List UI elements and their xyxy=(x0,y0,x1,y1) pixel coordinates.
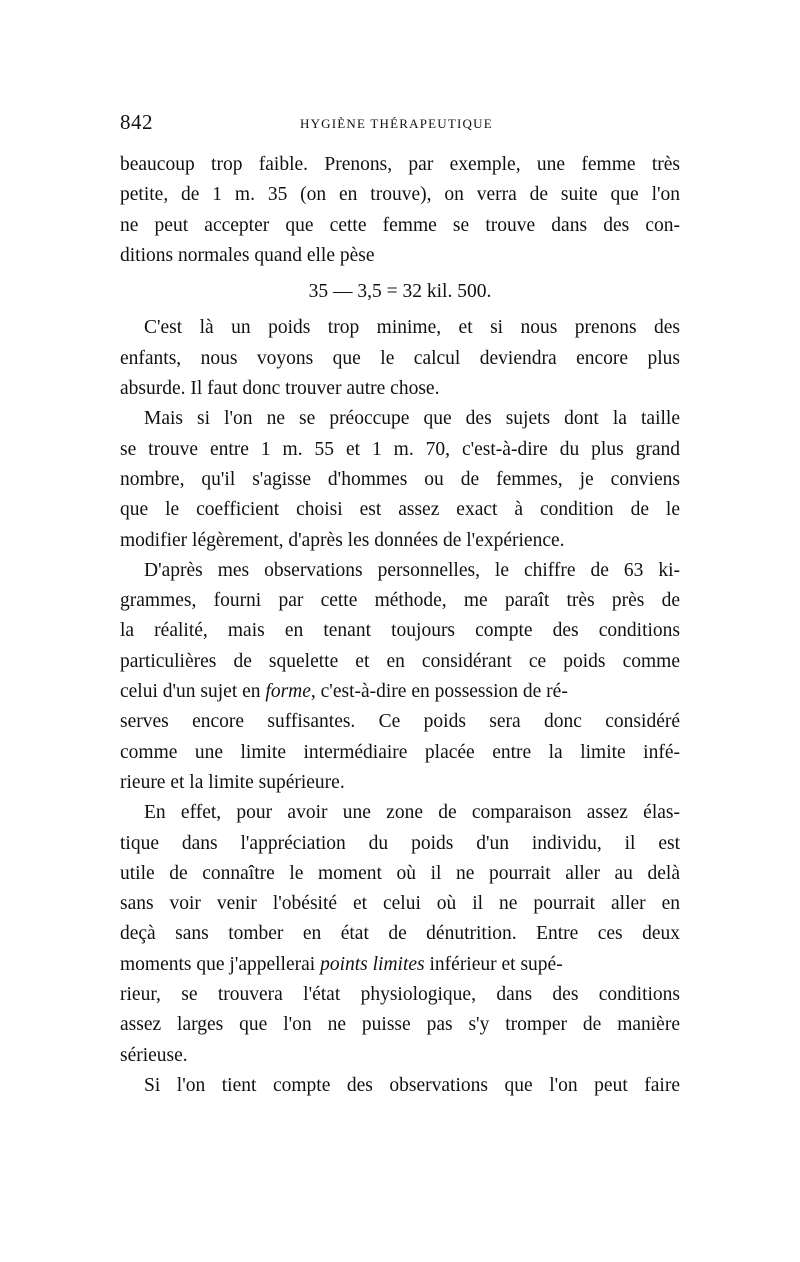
text-line: sans voir venir l'obésité et celui où il ne pourrait aller en xyxy=(120,893,680,915)
text-line: beaucoup trop faible. Prenons, par exemple, une femme très xyxy=(120,154,680,175)
text-line: se trouve entre 1 m. 55 et 1 m. 70, c'est-à-dire du plus grand xyxy=(120,438,680,460)
text-line: enfants, nous voyons que le calcul deviendra encore plus xyxy=(120,347,680,369)
text-line: particulières de squelette et en considérant ce poids comme xyxy=(120,650,680,672)
text-line: modifier légèrement, d'après les données de l'expérience. xyxy=(120,529,565,551)
running-title: HYGIÈNE THÉRAPEUTIQUE xyxy=(300,116,493,131)
text-line: assez larges que l'on ne puisse pas s'y tromper de manière xyxy=(120,1014,680,1036)
text-segment: moments que j'appellerai xyxy=(120,953,316,975)
text-line: C'est là un poids trop minime, et si nous prenons des xyxy=(144,317,680,339)
italic-term: points limites xyxy=(320,953,425,975)
page-header xyxy=(120,110,680,140)
text-line: nombre, qu'il s'agisse d'hommes ou de femmes, je conviens xyxy=(120,468,680,490)
text-line: Si l'on tient compte des observations que l'on peut faire xyxy=(144,1074,680,1096)
text-line: Mais si l'on ne se préoccupe que des sujets dont la taille xyxy=(144,408,680,430)
text-line: petite, de 1 m. 35 (on en trouve), on verra de suite que l'on xyxy=(120,184,680,206)
text-line: rieur, se trouvera l'état physiologique, dans des conditions xyxy=(120,984,680,1006)
text-line: serves encore suffisantes. Ce poids sera donc considéré xyxy=(120,711,680,733)
page-number: 842 xyxy=(120,110,153,134)
text-line: ne peut accepter que cette femme se trouve dans des con- xyxy=(120,214,680,236)
text-line: comme une limite intermédiaire placée entre la limite infé- xyxy=(120,741,680,763)
text-line: tique dans l'appréciation du poids d'un individu, il est xyxy=(120,832,680,854)
text-line: rieure et la limite supérieure. xyxy=(120,771,345,793)
text-line: grammes, fourni par cette méthode, me paraît très près de xyxy=(120,590,680,612)
text-segment: celui d'un sujet en xyxy=(120,681,261,703)
text-segment: , c'est-à-dire en possession de ré- xyxy=(310,681,568,703)
text-segment: inférieur et supé- xyxy=(429,953,563,975)
text-line: ditions normales quand elle pèse xyxy=(120,244,375,266)
text-line: que le coefficient choisi est assez exact à condition de le xyxy=(120,499,680,521)
text-line: la réalité, mais en tenant toujours compte des conditions xyxy=(120,620,680,642)
text-line xyxy=(120,950,680,980)
text-line: En effet, pour avoir une zone de comparaison assez élas- xyxy=(144,802,680,824)
formula: 35 — 3,5 = 32 kil. 500. xyxy=(308,281,492,303)
italic-term: forme xyxy=(265,681,311,703)
text-line: utile de connaître le moment où il ne pourrait aller au delà xyxy=(120,862,680,884)
text-line: deçà sans tomber en état de dénutrition. Entre ces deux xyxy=(120,923,680,945)
text-line: absurde. Il faut donc trouver autre chose. xyxy=(120,378,440,400)
text-line: D'après mes observations personnelles, le chiffre de 63 ki- xyxy=(144,559,680,581)
text-line xyxy=(120,677,680,707)
text-line: sérieuse. xyxy=(120,1044,188,1066)
body-text xyxy=(120,150,680,1101)
